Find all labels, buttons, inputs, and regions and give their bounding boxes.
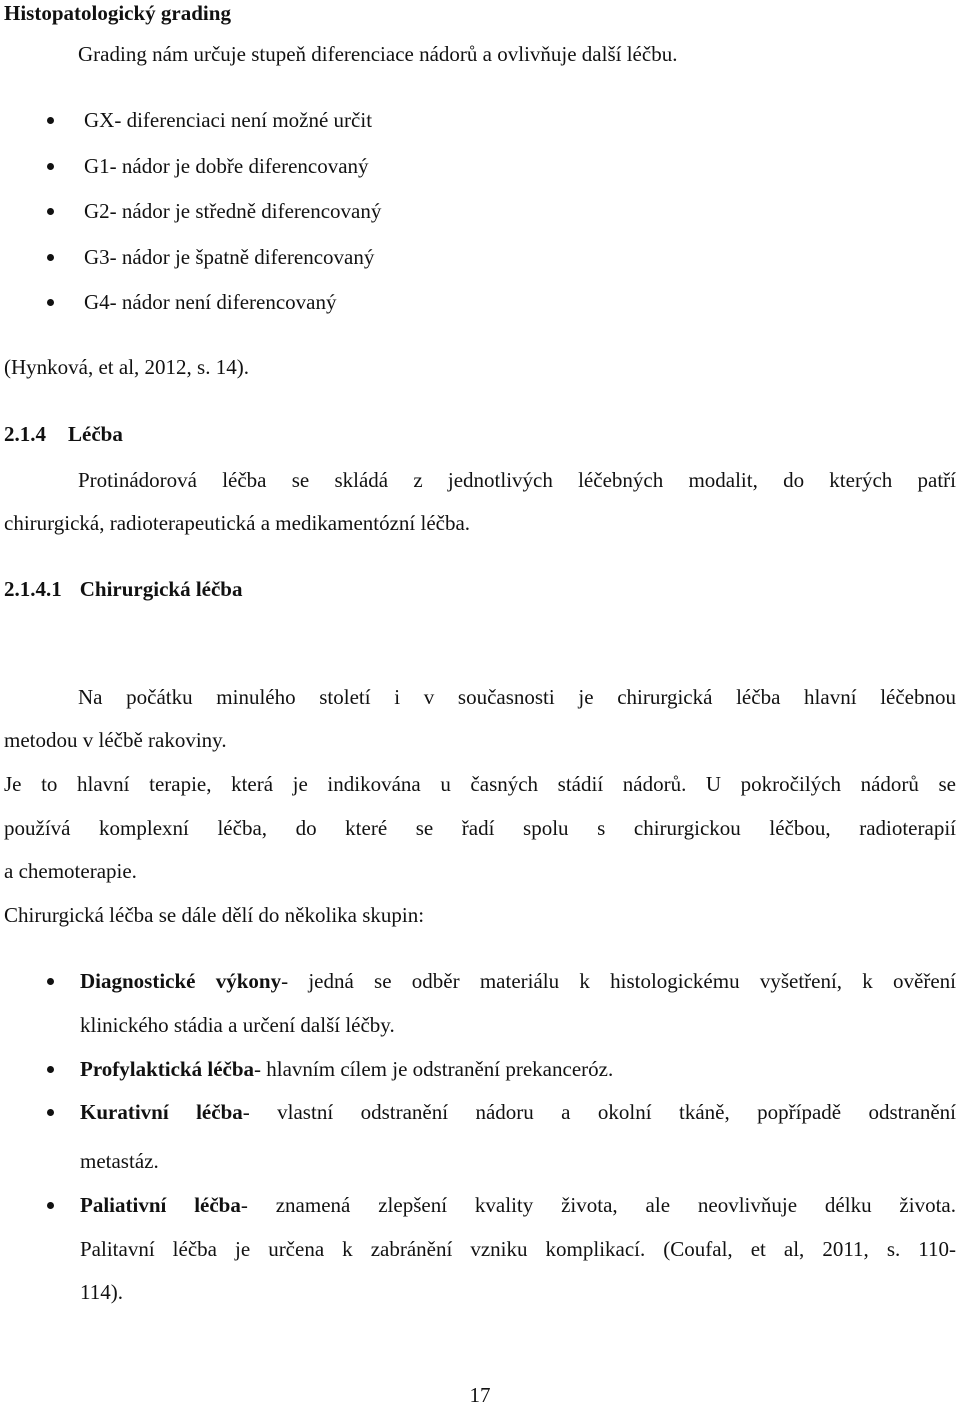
grading-citation: (Hynková, et al, 2012, s. 14). (4, 355, 249, 379)
bullet-icon (47, 117, 54, 124)
heading-section-2-1-4-1 (4, 576, 243, 602)
group-term: Profylaktická léčba (80, 1057, 255, 1081)
group-text: - znamená zlepšení kvality života, ale neovlivňuje délku života. (240, 1193, 956, 1217)
section-number: 2.1.4.1 (4, 577, 62, 601)
group-text: - vlastní odstranění nádoru a okolní tkáně, popřípadě odstranění (242, 1100, 956, 1124)
bullet-icon (47, 299, 54, 306)
paragraph-line: Je to hlavní terapie, která je indikována u časných stádií nádorů. U pokročilých nádorů se (4, 772, 956, 796)
list-item: G2- nádor je středně diferencovaný (84, 199, 382, 223)
paragraph-line: používá komplexní léčba, do které se řadí spolu s chirurgickou léčbou, radioterapií (4, 816, 956, 840)
page-number: 17 (469, 1383, 491, 1407)
paragraph-line: Chirurgická léčba se dále dělí do několika skupin: (4, 903, 425, 927)
bullet-icon (47, 1202, 54, 1209)
list-item: G4- nádor není diferencovaný (84, 290, 337, 314)
bullet-icon (47, 1066, 54, 1073)
list-item-continuation: 114). (80, 1280, 123, 1304)
section-title: Léčba (68, 422, 123, 446)
bullet-icon (47, 208, 54, 215)
section-title: Chirurgická léčba (79, 577, 243, 601)
list-item (80, 1056, 613, 1082)
list-item-continuation: Palitavní léčba je určena k zabránění vzniku komplikací. (Coufal, et al, 2011, s. 110- (80, 1237, 956, 1261)
paragraph-line: Na počátku minulého století i v současnosti je chirurgická léčba hlavní léčebnou (78, 685, 956, 709)
heading-section-2-1-4 (4, 421, 123, 447)
group-text: - hlavním cílem je odstranění prekanceróz. (254, 1057, 614, 1081)
paragraph-line: metodou v léčbě rakoviny. (4, 728, 227, 752)
bullet-icon (47, 978, 54, 985)
list-item: G1- nádor je dobře diferencovaný (84, 154, 369, 178)
section-number: 2.1.4 (4, 422, 46, 446)
group-text: - jedná se odběr materiálu k histologickému vyšetření, k ověření (281, 969, 956, 993)
list-item (80, 1099, 956, 1125)
paragraph-line: Protinádorová léčba se skládá z jednotlivých léčebných modalit, do kterých patří (78, 468, 956, 492)
bullet-icon (47, 254, 54, 261)
paragraph-line: chirurgická, radioterapeutická a medikamentózní léčba. (4, 511, 471, 535)
list-item (80, 968, 956, 994)
bullet-icon (47, 1109, 54, 1116)
list-item (80, 1192, 956, 1218)
heading-grading: Histopatologický grading (4, 1, 231, 25)
group-term: Kurativní léčba (80, 1100, 243, 1124)
list-item-continuation: metastáz. (80, 1149, 159, 1173)
bullet-icon (47, 163, 54, 170)
group-term: Paliativní léčba (80, 1193, 241, 1217)
list-item: GX- diferenciaci není možné určit (84, 108, 373, 132)
list-item: G3- nádor je špatně diferencovaný (84, 245, 375, 269)
list-item-continuation: klinického stádia a určení další léčby. (80, 1013, 395, 1037)
grading-intro: Grading nám určuje stupeň diferenciace nádorů a ovlivňuje další léčbu. (78, 42, 678, 66)
group-term: Diagnostické výkony (80, 969, 282, 993)
paragraph-line: a chemoterapie. (4, 859, 137, 883)
